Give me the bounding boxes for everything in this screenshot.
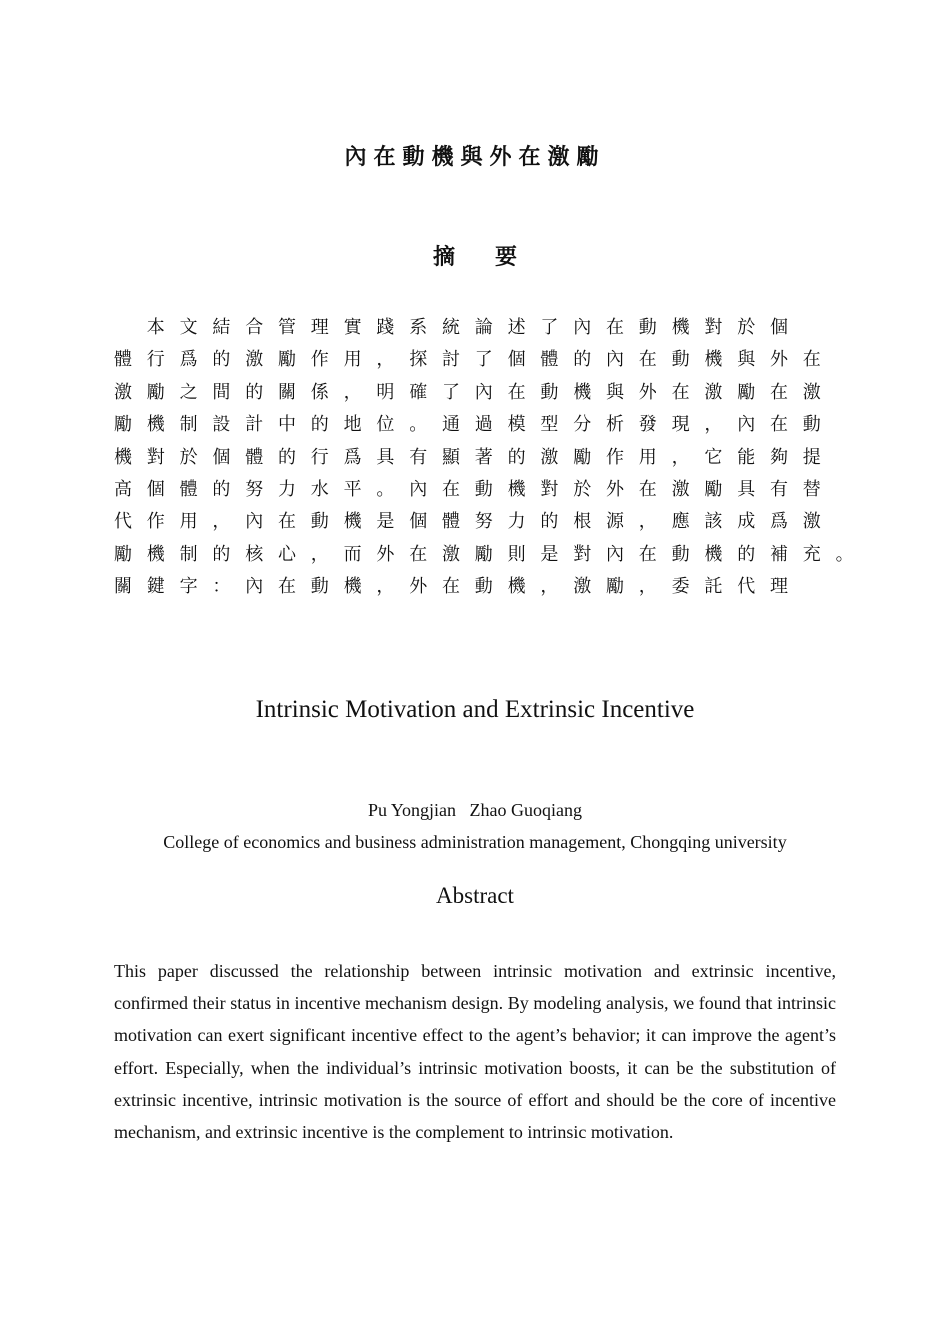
english-abstract-heading: Abstract xyxy=(436,883,514,908)
chinese-abstract-line: 機對於個體的行爲具有顯著的激勵作用，它能夠提 xyxy=(114,446,836,468)
authors: Pu Yongjian Zhao Guoqiang xyxy=(367,800,582,820)
chinese-abstract-line: 本文結合管理實踐系統論述了內在動機對於個 xyxy=(114,317,803,338)
english-title: Intrinsic Motivation and Extrinsic Incentive xyxy=(255,696,695,723)
chinese-abstract-line: 高個體的努力水平。內在動機對於外在激勵具有替 xyxy=(114,479,836,501)
chinese-keywords: 關鍵字：內在動機，外在動機，激勵，委託代理 xyxy=(114,576,803,598)
chinese-abstract-line: 勵機制設計中的地位。通過模型分析發現，內在動 xyxy=(114,414,836,436)
chinese-abstract-line: 體行爲的激勵作用，探討了個體的內在動機與外在 xyxy=(114,349,836,371)
chinese-abstract-heading: 摘要 xyxy=(432,245,557,270)
affiliation: College of economics and business administration management, Chongqing university xyxy=(163,832,787,852)
chinese-abstract-line: 勵機制的核心，而外在激勵則是對內在動機的補充。 xyxy=(114,543,869,565)
chinese-abstract-line: 激勵之間的關係，明確了內在動機與外在激勵在激 xyxy=(114,381,836,403)
english-abstract: This paper discussed the relationship between intrinsic motivation and extrinsic incentive, confirmed their status in incentive mechanism design. By modeling analysis, we found that intrinsic motivation can exert significant incentive effect to the agent’s behavior; it can improve the agent’s effort. Especially, when the individual’s intrinsic motivation boosts, it can be the substitution of extrinsic incentive, intrinsic motivation is the source of effort and should be the core of incentive mechanism, and extrinsic incentive is the complement to intrinsic motivation. xyxy=(114,961,836,1143)
chinese-abstract-line: 代作用，內在動機是個體努力的根源，應該成爲激 xyxy=(114,511,836,533)
chinese-title: 內在動機與外在激勵 xyxy=(344,145,606,170)
chinese-abstract xyxy=(114,312,869,604)
